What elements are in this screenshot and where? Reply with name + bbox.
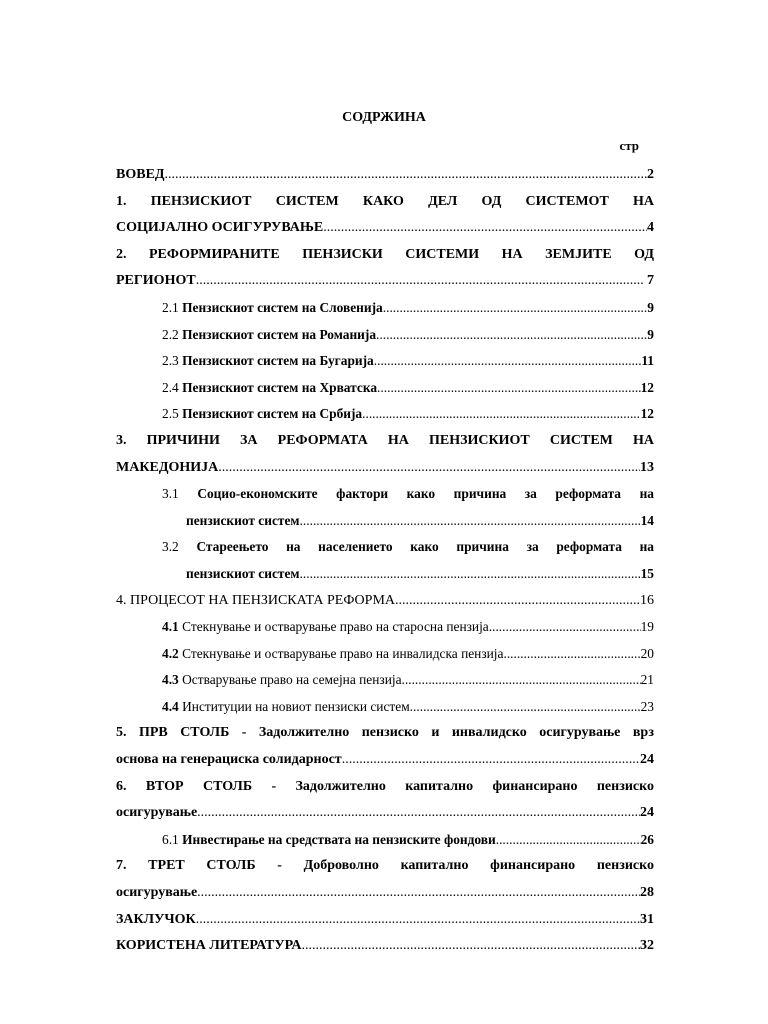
- toc-section-number: 4.4: [162, 698, 179, 714]
- toc-entry-section-4-3: [116, 667, 654, 694]
- toc-section-number: 2.1: [162, 299, 179, 315]
- toc-section-number: 2.4: [162, 379, 179, 395]
- dot-leader: [300, 561, 641, 588]
- toc-page-number: 11: [641, 353, 654, 369]
- toc-entry-text: ЗАКЛУЧОК: [116, 911, 196, 927]
- toc-page-number: 20: [640, 645, 654, 661]
- toc-entry-chapter-4: [116, 588, 654, 615]
- toc-section-number: 4.2: [162, 645, 179, 661]
- toc-entry-text: КОРИСТЕНА ЛИТЕРАТУРА: [116, 938, 302, 954]
- toc-entry-text: Пензискиот систем на Бугарија: [182, 353, 374, 369]
- toc-entry-text-line1: Социо-економските фактори како причина за реформата на: [197, 486, 654, 502]
- toc-entry-text-line2: МАКЕДОНИЈА: [116, 459, 219, 475]
- toc-entry-text-line1: 6. ВТОР СТОЛБ - Задолжително капитално финансирано пензиско: [116, 778, 654, 794]
- toc-entry-chapter-2: [116, 242, 654, 295]
- toc-entry-section-3-1: [116, 481, 654, 534]
- toc-page-number: 2: [647, 167, 654, 182]
- dot-leader: [165, 162, 647, 189]
- toc-page-number: 32: [640, 938, 654, 954]
- toc-entry-section-2-5: [116, 401, 654, 428]
- dot-leader: [395, 588, 640, 615]
- toc-page-number: 26: [640, 831, 654, 847]
- dot-leader: [342, 747, 640, 774]
- toc-entry-text-line1: 2. РЕФОРМИРАНИТЕ ПЕНЗИСКИ СИСТЕМИ НА ЗЕМЈИТЕ ОД: [116, 246, 654, 262]
- dot-leader: [489, 614, 641, 641]
- dot-leader: [503, 641, 640, 668]
- table-of-contents: [116, 162, 654, 960]
- toc-page-number: 7: [643, 273, 654, 289]
- toc-entry-section-4-4: [116, 694, 654, 721]
- toc-page-number: 13: [640, 459, 654, 475]
- toc-entry-text: Пензискиот систем на Словенија: [182, 299, 383, 315]
- toc-entry-conclusion: [116, 907, 654, 934]
- toc-entry-text-line2: осигурување: [116, 885, 198, 901]
- toc-entry-section-2-2: [116, 322, 654, 349]
- toc-entry-text-line2: основа на генерациска солидарност: [116, 752, 342, 768]
- toc-entry-chapter-7: [116, 853, 654, 906]
- toc-section-number: 2.3: [162, 353, 179, 369]
- toc-entry-text: Стекнување и остварување право на инвалидска пензија: [182, 645, 504, 661]
- toc-entry-section-6-1: [116, 827, 654, 854]
- dot-leader: [402, 667, 641, 694]
- toc-section-number: 2.2: [162, 326, 179, 342]
- toc-page-number: 23: [640, 698, 654, 714]
- toc-entry-section-4-1: [116, 614, 654, 641]
- toc-section-number: 3.1: [162, 486, 179, 502]
- toc-entry-introduction: [116, 162, 654, 189]
- dot-leader: [377, 375, 641, 402]
- toc-page-number: 21: [640, 672, 654, 688]
- dot-leader: [376, 322, 647, 349]
- toc-page-number: 31: [640, 911, 654, 927]
- toc-entry-text: ВОВЕД: [116, 167, 165, 182]
- dot-leader: [362, 401, 640, 428]
- toc-entry-section-2-4: [116, 375, 654, 402]
- dot-leader: [300, 508, 641, 535]
- toc-section-number: 2.5: [162, 406, 179, 422]
- toc-entry-section-4-2: [116, 641, 654, 668]
- toc-section-number: 6.1: [162, 831, 179, 847]
- toc-entry-text-line2: СОЦИЈАЛНО ОСИГУРУВАЊЕ: [116, 220, 324, 236]
- toc-entry-chapter-5: [116, 720, 654, 773]
- toc-entry-text-line1: 7. ТРЕТ СТОЛБ - Доброволно капитално финансирано пензиско: [116, 858, 654, 874]
- toc-page-number: 12: [640, 379, 654, 395]
- dot-leader: [374, 348, 642, 375]
- toc-page-number: 9: [647, 326, 654, 342]
- toc-entry-text: Пензискиот систем на Србија: [182, 406, 363, 422]
- toc-entry-text: Институции на новиот пензиски систем: [182, 698, 410, 714]
- toc-entry-text-line1: 5. ПРВ СТОЛБ - Задолжително пензиско и инвалидско осигурување врз: [116, 725, 654, 741]
- toc-entry-text-line2: пензискиот систем: [186, 565, 300, 581]
- toc-page-number: 24: [640, 752, 654, 768]
- toc-entry-text: 4. ПРОЦЕСОТ НА ПЕНЗИСКАТА РЕФОРМА: [116, 592, 396, 608]
- toc-entry-text-line1: 3. ПРИЧИНИ ЗА РЕФОРМАТА НА ПЕНЗИСКИОТ СИСТЕМ НА: [116, 432, 654, 448]
- dot-leader: [197, 800, 640, 827]
- dot-leader: [196, 268, 644, 295]
- dot-leader: [496, 827, 641, 854]
- toc-page-number: 16: [640, 592, 654, 608]
- toc-section-number: 4.1: [162, 619, 179, 635]
- toc-page-number: 24: [640, 805, 654, 821]
- toc-page-number: 4: [647, 220, 654, 236]
- toc-entry-text: Пензискиот систем на Хрватска: [182, 379, 378, 395]
- toc-page-number: 12: [640, 406, 654, 422]
- dot-leader: [197, 880, 640, 907]
- toc-entry-section-2-1: [116, 295, 654, 322]
- toc-entry-text: Пензискиот систем на Романија: [182, 326, 377, 342]
- dot-leader: [383, 295, 648, 322]
- toc-entry-text-line2: осигурување: [116, 805, 198, 821]
- toc-title: СОДРЖИНА: [342, 110, 426, 125]
- toc-page-number: 28: [640, 885, 654, 901]
- toc-page-number: 15: [640, 565, 654, 581]
- dot-leader: [218, 455, 640, 482]
- toc-entry-text-line1: 1. ПЕНЗИСКИОТ СИСТЕМ КАКО ДЕЛ ОД СИСТЕМОТ НА: [116, 193, 654, 209]
- toc-page-number: 9: [647, 299, 654, 315]
- dot-leader: [196, 907, 640, 934]
- dot-leader: [410, 694, 641, 721]
- toc-entry-text-line2: РЕГИОНОТ: [116, 273, 196, 289]
- toc-section-number: 4.3: [162, 672, 179, 688]
- toc-entry-chapter-1: [116, 189, 654, 242]
- toc-entry-text-line1: Стареењето на населението како причина за реформата на: [196, 539, 654, 555]
- toc-entry-text: Остварување право на семејна пензија: [182, 672, 402, 688]
- toc-entry-bibliography: [116, 933, 654, 960]
- toc-entry-section-2-3: [116, 348, 654, 375]
- toc-page-number: 14: [640, 512, 654, 528]
- toc-entry-text: Инвестирање на средствата на пензиските фондови: [182, 831, 496, 847]
- dot-leader: [323, 215, 647, 242]
- dot-leader: [302, 933, 640, 960]
- toc-section-number: 3.2: [162, 539, 179, 555]
- toc-page-number: 19: [640, 619, 654, 635]
- toc-entry-section-3-2: [116, 534, 654, 587]
- toc-entry-text: Стекнување и остварување право на старосна пензија: [182, 619, 489, 635]
- toc-entry-text-line2: пензискиот систем: [186, 512, 300, 528]
- toc-entry-chapter-3: [116, 428, 654, 481]
- page-column-label: стр: [619, 138, 639, 153]
- toc-entry-chapter-6: [116, 774, 654, 827]
